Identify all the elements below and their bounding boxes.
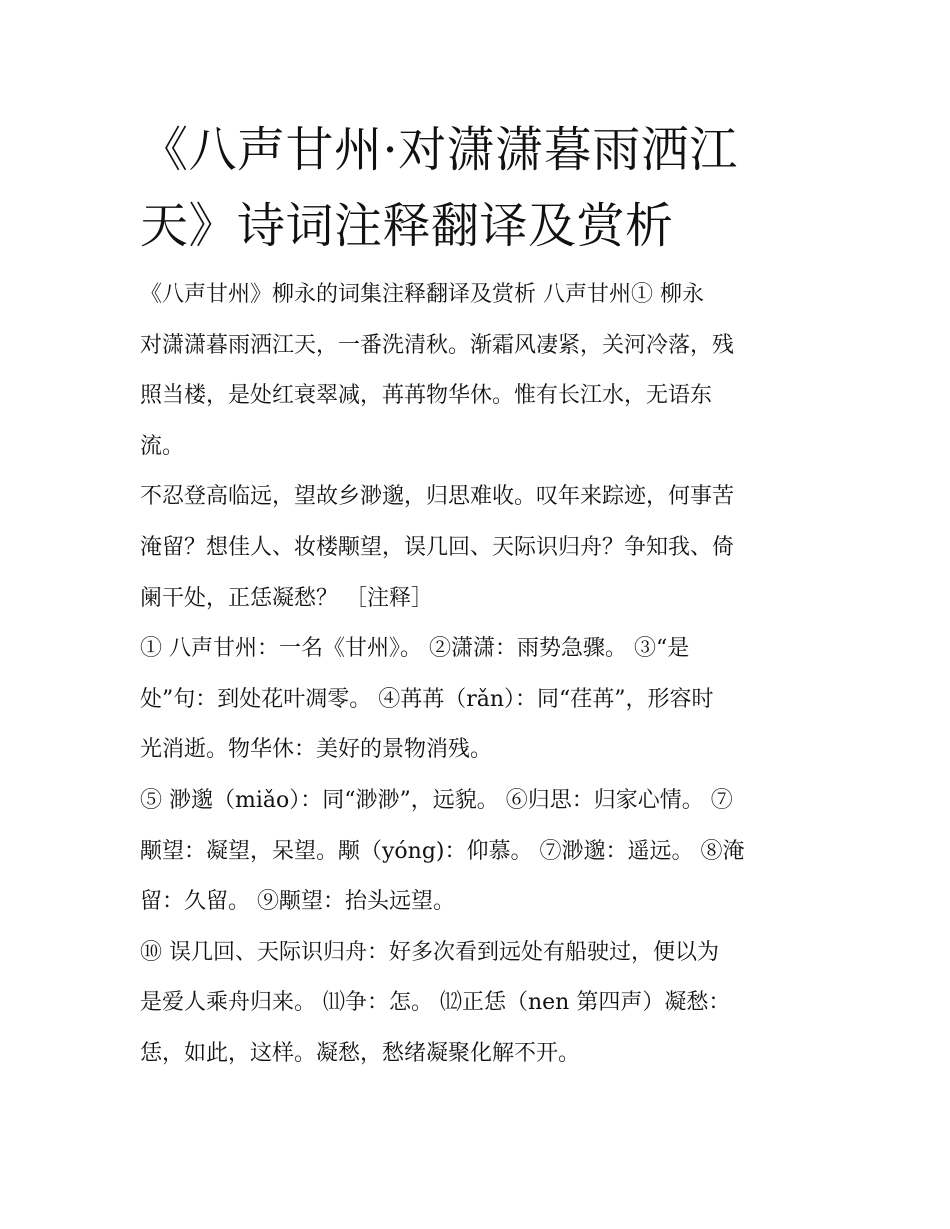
body-line-1: 《八声甘州》柳永的词集注释翻译及赏析 八声甘州① 柳永 [140, 282, 704, 307]
body-line-8: ① 八声甘州：一名《甘州》。 ②潇潇：雨势急骤。 ③“是 [140, 636, 690, 662]
document-page [140, 112, 820, 1080]
body-line-11: ⑤ 渺邈（miǎo）：同“渺渺”，远貌。 ⑥归思：归家心情。 ⑦ [140, 787, 733, 813]
body-line-15: 是爱人乘舟归来。 ⑾争：怎。 ⑿正恁（nen 第四声）凝愁： [140, 990, 731, 1016]
document-title [140, 112, 820, 264]
body-line-5: 不忍登高临远，望故乡渺邈，归思难收。叹年来踪迹，何事苦 [140, 484, 735, 510]
body-line-12: 颙望：凝望，呆望。颙（yóng)：仰慕。 ⑦渺邈：遥远。 ⑧淹 [140, 838, 745, 864]
body-line-3: 照当楼，是处红衰翠减，苒苒物华休。惟有长江水，无语东 [140, 383, 713, 409]
title-line-2: 天》诗词注释翻译及赏析 [140, 198, 674, 254]
body-line-7: 阑干处，正恁凝愁？ ［注释］ [140, 585, 433, 611]
title-line-1: 《八声甘州·对潇潇暮雨洒江 [140, 122, 738, 178]
body-line-2: 对潇潇暮雨洒江天，一番洗清秋。渐霜风凄紧，关河冷落，残 [140, 332, 735, 358]
body-line-9: 处”句：到处花叶凋零。 ④苒苒（rǎn）：同“荏苒”，形容时 [140, 686, 714, 712]
body-line-4: 流。 [140, 433, 185, 459]
body-line-14: ⑩ 误几回、天际识归舟：好多次看到远处有船驶过，便以为 [140, 939, 719, 965]
body-line-13: 留：久留。 ⑨颙望：抬头远望。 [140, 889, 455, 915]
document-body [140, 270, 820, 1080]
body-line-16: 恁，如此，这样。凝愁，愁绪凝聚化解不开。 [140, 1040, 581, 1066]
body-line-10: 光消逝。物华休：美好的景物消残。 [140, 737, 493, 763]
body-line-6: 淹留？想佳人、妆楼颙望，误几回、天际识归舟？争知我、倚 [140, 534, 735, 560]
